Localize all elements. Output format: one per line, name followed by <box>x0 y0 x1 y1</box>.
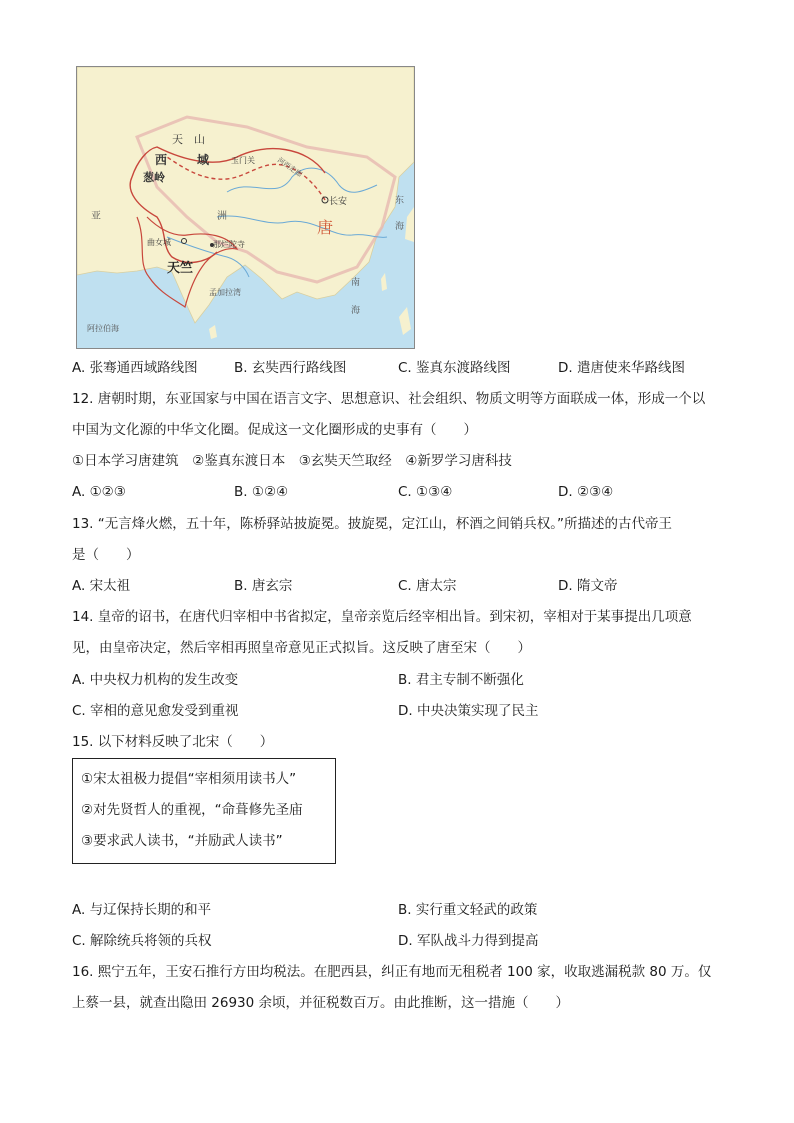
label-nanhai-2: 海 <box>351 306 361 316</box>
q15-option-c[interactable]: C. 解除统兵将领的兵权 <box>72 933 212 949</box>
q11-option-a[interactable]: A. 张骞通西域路线图 <box>72 360 198 376</box>
q14-option-c[interactable]: C. 宰相的意见愈发受到重视 <box>72 703 239 719</box>
label-tianshan: 天 山 <box>172 133 205 146</box>
q12-option-c[interactable]: C. ①③④ <box>398 484 453 500</box>
q12-option-a[interactable]: A. ①②③ <box>72 484 126 500</box>
route-map <box>76 66 415 349</box>
q13-option-d[interactable]: D. 隋文帝 <box>558 578 618 594</box>
label-tianzhu: 天竺 <box>167 261 194 276</box>
q11-option-b[interactable]: B. 玄奘西行路线图 <box>234 360 347 376</box>
q15-material-2: ②对先贤哲人的重视，“命葺修先圣庙 <box>81 802 303 818</box>
label-changan: 长安 <box>329 197 348 207</box>
q15-option-d[interactable]: D. 军队战斗力得到提高 <box>398 933 539 949</box>
label-hexi: 河西走廊 <box>275 156 304 179</box>
q15-material-box <box>72 758 336 864</box>
map-svg <box>77 67 414 348</box>
q15-option-b[interactable]: B. 实行重文轻武的政策 <box>398 902 538 918</box>
q12-option-d[interactable]: D. ②③④ <box>558 484 614 500</box>
q12-option-b[interactable]: B. ①②④ <box>234 484 289 500</box>
label-nalantuo: 那烂陀寺 <box>213 240 245 249</box>
q11-option-d[interactable]: D. 遣唐使来华路线图 <box>558 360 685 376</box>
q16-stem-line1: 16. 熙宁五年，王安石推行方田均税法。在肥西县，纠正有地而无租税者 100 家，收取逃漏税款 80 万。仅 <box>72 964 712 980</box>
q15-material-3: ③要求武人读书，“并励武人读书” <box>81 833 283 849</box>
label-yumenguan: 玉门关 <box>231 156 255 165</box>
label-congling: 葱岭 <box>143 171 165 184</box>
q12-stem-line2: 中国为文化源的中华文化圈。促成这一文化圈形成的史事有（ ） <box>72 422 477 438</box>
label-nanhai-1: 南 <box>351 278 361 288</box>
q11-option-c[interactable]: C. 鉴真东渡路线图 <box>398 360 511 376</box>
q14-stem-line1: 14. 皇帝的诏书，在唐代归宰相中书省拟定，皇帝亲览后经宰相出旨。到宋初，宰相对于某事提出几项意 <box>72 609 692 625</box>
label-donghai-1: 东 <box>395 196 405 206</box>
q15-option-a[interactable]: A. 与辽保持长期的和平 <box>72 902 212 918</box>
label-ya: 亚 <box>91 211 101 222</box>
label-qunucheng: 曲女城 <box>147 238 171 247</box>
label-xiyu-2: 域 <box>197 153 210 167</box>
q16-stem-line2: 上蔡一县，就查出隐田 26930 余顷，并征税数百万。由此推断，这一措施（ ） <box>72 995 570 1011</box>
q12-stem-line1: 12. 唐朝时期，东亚国家与中国在语言文字、思想意识、社会组织、物质文明等方面联成一体，形成一个以 <box>72 391 706 407</box>
label-xiyu-1: 西 <box>155 153 168 167</box>
label-tang: 唐 <box>317 218 334 237</box>
q13-stem-line1: 13. “无言烽火燃，五十年，陈桥驿站披旋冕。披旋冕，定江山，杯酒之间销兵权。”所描述的古代帝王 <box>72 516 672 532</box>
q13-option-b[interactable]: B. 唐玄宗 <box>234 578 293 594</box>
q13-option-c[interactable]: C. 唐太宗 <box>398 578 457 594</box>
q12-items: ①日本学习唐建筑 ②鉴真东渡日本 ③玄奘天竺取经 ④新罗学习唐科技 <box>72 453 512 469</box>
q14-option-a[interactable]: A. 中央权力机构的发生改变 <box>72 672 239 688</box>
label-zhou: 洲 <box>217 211 227 222</box>
q13-option-a[interactable]: A. 宋太祖 <box>72 578 131 594</box>
label-mengjiala: 孟加拉湾 <box>209 288 241 297</box>
q15-material-1: ①宋太祖极力提倡“宰相须用读书人” <box>81 771 297 787</box>
q14-stem-line2: 见，由皇帝决定，然后宰相再照皇帝意见正式拟旨。这反映了唐至宋（ ） <box>72 640 531 656</box>
q15-stem: 15. 以下材料反映了北宋（ ） <box>72 734 274 750</box>
label-alabo: 阿拉伯海 <box>87 324 119 333</box>
label-donghai-2: 海 <box>395 222 405 232</box>
q14-option-b[interactable]: B. 君主专制不断强化 <box>398 672 524 688</box>
q14-option-d[interactable]: D. 中央决策实现了民主 <box>398 703 539 719</box>
q13-stem-line2: 是（ ） <box>72 547 140 563</box>
